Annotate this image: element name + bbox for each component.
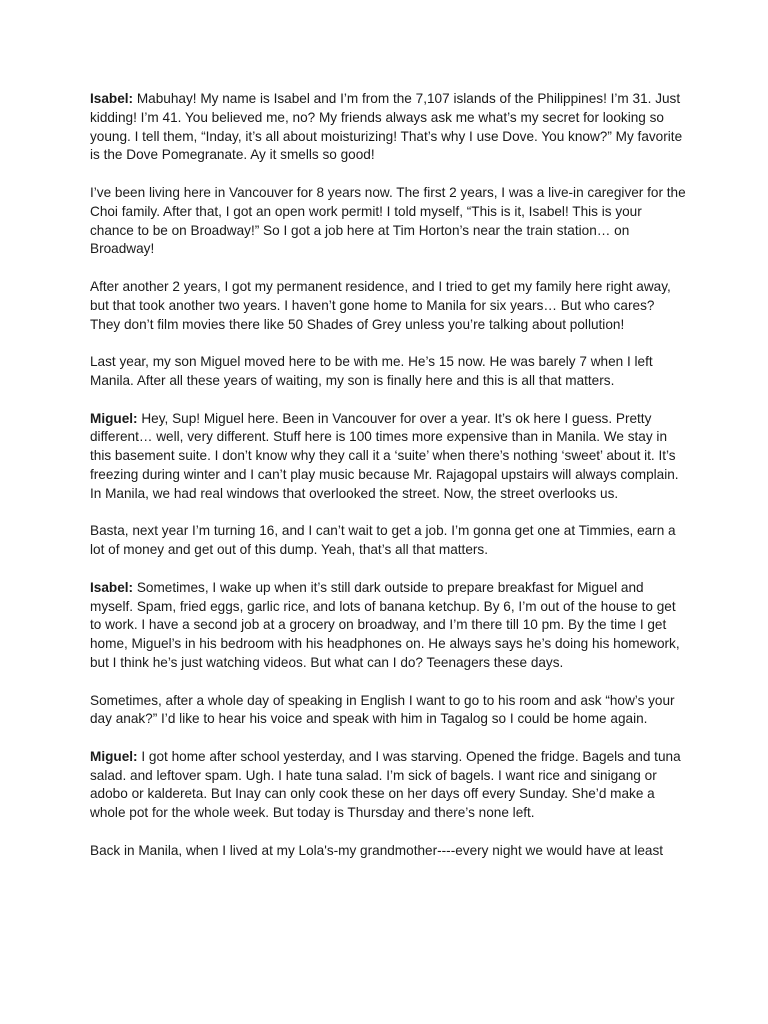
speaker-label: Miguel: [90,748,138,764]
paragraph-miguel-job [90,522,686,560]
paragraph-son-arrives [90,353,686,391]
paragraph-back-in-manila [90,842,686,861]
paragraph-text: I got home after school yesterday, and I was starving. Opened the fridge. Bagels and tuna salad. and leftover spam. Ugh. I hate tuna salad. I’m sick of bagels. I want rice and sinigang or adobo or kaldereta. But Inay can only cook these on her days off every Sunday. She’d make a whole pot for the whole week. But today is Thursday and there’s none left. [90,748,681,821]
paragraph-text: After another 2 years, I got my permanent residence, and I tried to get my family here right away, but that took another two years. I haven’t gone home to Manila for six years… But who cares? They don’t film movies there like 50 Shades of Grey unless you’re talking about pollution! [90,278,671,332]
speaker-label: Miguel: [90,410,138,426]
speaker-label: Isabel: [90,579,134,595]
paragraph-text: Mabuhay! My name is Isabel and I’m from the 7,107 islands of the Philippines! I’m 31. Just kidding! I’m 41. You believed me, no? My friends always ask me what’s my secret for looking so young. I tell them, “Inday, it’s all about moisturizing! That’s why I use Dove. You know?” My favorite is the Dove Pomegranate. Ay it smells so good! [90,91,683,163]
paragraph-isabel-routine [90,579,686,673]
document-page [90,90,686,879]
paragraph-miguel-fridge [90,748,686,823]
paragraph-isabel-intro [90,90,686,165]
paragraph-isabel-tagalog [90,692,686,730]
paragraph-text: I’ve been living here in Vancouver for 8 years now. The first 2 years, I was a live-in caregiver for the Choi family. After that, I got an open work permit! I told myself, “This is it, Isabel! This is your chance to be on Broadway!” So I got a job here at Tim Horton’s near the train station… on Broadway! [90,184,686,257]
paragraph-text: Hey, Sup! Miguel here. Been in Vancouver for over a year. It’s ok here I guess. Pretty different… well, very different. Stuff here is 100 times more expensive than in Manila. We stay in this basement suite. I don’t know why they call it a ‘suite’ when there’s nothing ‘sweet’ about it. It’s freezing during winter and I can’t play music because Mr. Rajagopal upstairs will always complain. In Manila, we had real windows that overlooked the street. Now, the street overlooks us. [90,410,679,501]
paragraph-text: Sometimes, I wake up when it’s still dark outside to prepare breakfast for Miguel and myself. Spam, fried eggs, garlic rice, and lots of banana ketchup. By 6, I’m out of the house to get to work. I have a second job at a grocery on broadway, and I’m there till 10 pm. By the time I get home, Miguel’s in his bedroom with his headphones on. He always says he’s doing his homework, but I think he’s just watching videos. But what can I do? Teenagers these days. [90,579,680,670]
paragraph-text: Basta, next year I’m turning 16, and I can’t wait to get a job. I’m gonna get one at Timmies, earn a lot of money and get out of this dump. Yeah, that’s all that matters. [90,523,676,558]
paragraph-vancouver [90,184,686,259]
speaker-label: Isabel: [90,91,134,106]
paragraph-miguel-intro [90,410,686,504]
paragraph-text: Back in Manila, when I lived at my Lola's-my grandmother----every night we would have at least [90,842,664,858]
paragraph-text: Sometimes, after a whole day of speaking in English I want to go to his room and ask “how’s your day anak?” I’d like to hear his voice and speak with him in Tagalog so I could be home again. [90,692,675,727]
paragraph-text: Last year, my son Miguel moved here to be with me. He’s 15 now. He was barely 7 when I left Manila. After all these years of waiting, my son is finally here and this is all that matters. [90,354,653,388]
paragraph-residence [90,278,686,334]
